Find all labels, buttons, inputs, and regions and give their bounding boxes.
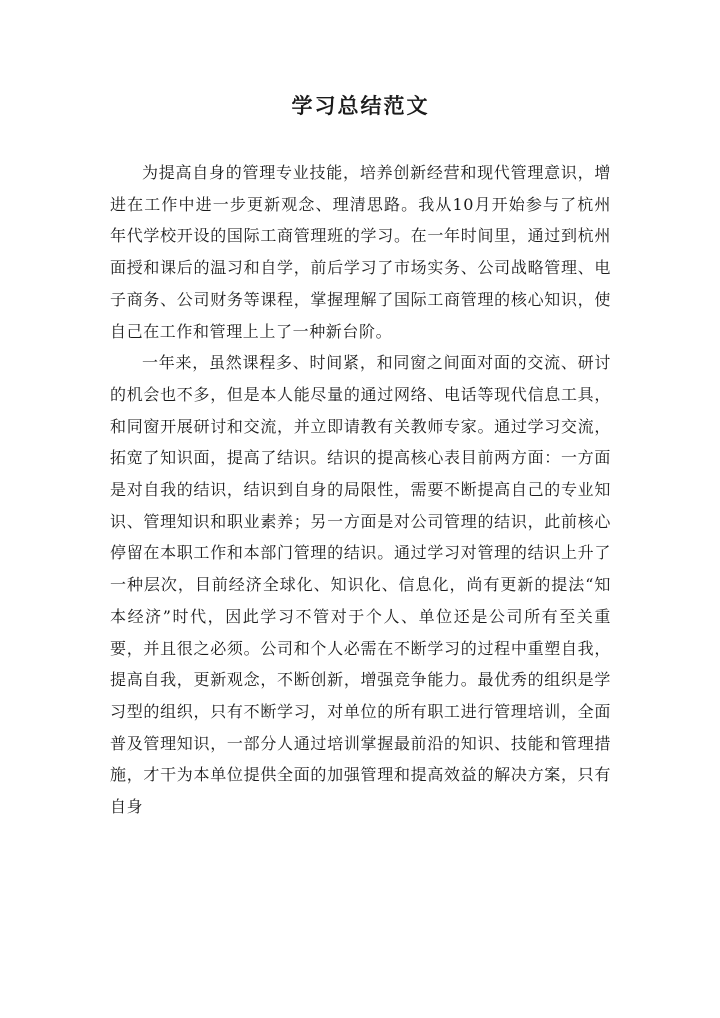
document-body [110, 157, 611, 823]
paragraph-2: 一年来，虽然课程多、时间紧，和同窗之间面对面的交流、研讨的机会也不多，但是本人能尽量的通过网络、电话等现代信息工具，和同窗开展研讨和交流，并立即请教有关教师专家。通过学习交流，拓宽了知识面，提高了结识。结识的提高核心表目前两方面：一方面是对自我的结识，结识到自身的局限性，需要不断提高自己的专业知识、管理知识和职业素养；另一方面是对公司管理的结识，此前核心停留在本职工作和本部门管理的结识。通过学习对管理的结识上升了一种层次，目前经济全球化、知识化、信息化，尚有更新的提法“知本经济”时代，因此学习不管对于个人、单位还是公司所有至关重要，并且很之必须。公司和个人必需在不断学习的过程中重塑自我，提高自我，更新观念，不断创新，增强竞争能力。最优秀的组织是学习型的组织，只有不断学习，对单位的所有职工进行管理培训，全面普及管理知识，一部分人通过培训掌握最前沿的知识、技能和管理措施，才干为本单位提供全面的加强管理和提高效益的解决方案，只有自身 [110, 353, 611, 817]
paragraph-1: 为提高自身的管理专业技能，培养创新经营和现代管理意识，增进在工作中进一步更新观念、理清思路。我从10月开始参与了杭州年代学校开设的国际工商管理班的学习。在一年时间里，通过到杭州面授和课后的温习和自学，前后学习了市场实务、公司战略管理、电子商务、公司财务等课程，掌握理解了国际工商管理的核心知识，使自己在工作和管理上上了一种新台阶。 [110, 163, 611, 341]
document-title: 学习总结范文 [291, 93, 430, 118]
